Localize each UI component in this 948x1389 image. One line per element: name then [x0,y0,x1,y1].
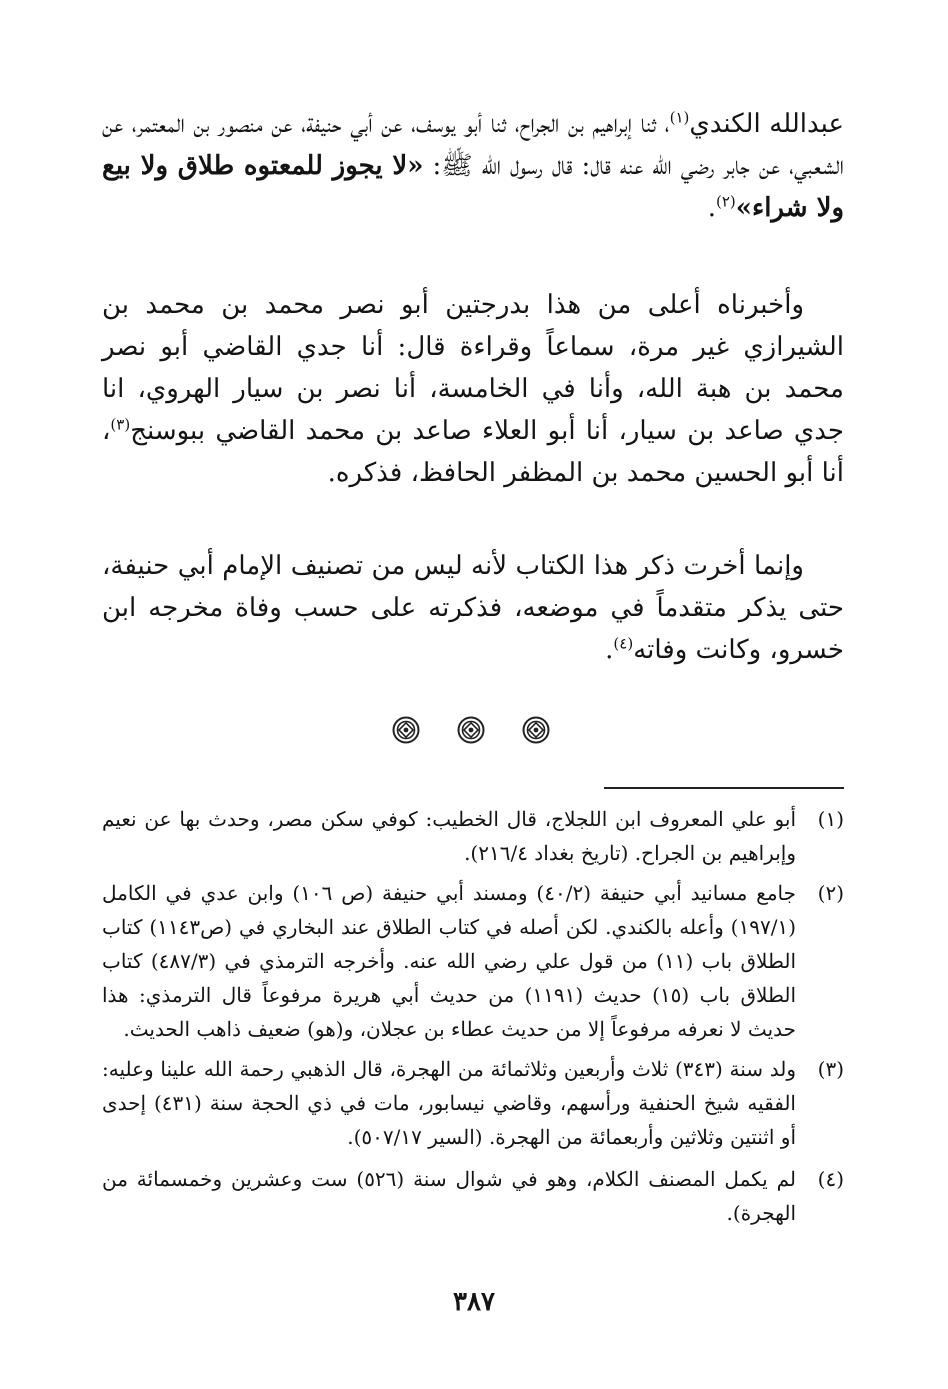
paragraph-1-text-end: . [707,193,716,223]
paragraph-2-text-end: ، أنا أبو الحسين محمد بن المظفر الحافظ، فذكره. [102,416,844,488]
footnote-divider [604,787,844,789]
footnote-number: (٢) [817,881,844,905]
section-ornaments [392,713,550,747]
footnote-number: (١) [817,807,844,831]
ornament-rosette-icon [457,716,485,744]
footnote-ref-3: (٣) [110,415,131,434]
paragraph-3 [102,545,844,671]
footnote-3 [102,1052,844,1154]
footnotes [102,802,844,1230]
paragraph-2 [102,284,844,494]
footnote-1 [102,802,844,870]
ornament-rosette-icon [392,716,420,744]
paragraph-3-text-end: . [605,635,614,665]
paragraph-1-text-start: عبدالله الكندي [689,109,844,139]
footnote-4 [102,1162,844,1230]
hadith-quote: «لا يجوز للمعتوه طلاق ولا بيع ولا شراء» [102,151,844,223]
footnote-number: (٣) [817,1057,844,1081]
paragraph-2-text-start: وأخبرناه أعلى من هذا بدرجتين أبو نصر محمد بن محمد بن الشيرازي غير مرة، سماعاً وقراءة قال: أنا جدي القاضي أبو نصر محمد بن هبة الله، وأنا في الخامسة، أنا نصر بن سيار الهروي، انا جدي صاعد بن سيار، أنا أبو العلاء صاعد بن محمد القاضي ببوسنج [102,290,844,446]
footnote-text: ولد سنة (٣٤٣) ثلاث وأربعين وثلاثمائة من الهجرة، قال الذهبي رحمة الله علينا وعليه: الفقيه شيخ الحنفية ورأسهم، وقاضي نيسابور، مات في ذي الحجة سنة (٤٣١) إحدى أو اثنتين وثلاثين وأربعمائة من الهجرة. (السير ٥٠٧/١٧). [102,1057,796,1149]
footnote-text: أبو علي المعروف ابن اللجلاج، قال الخطيب: كوفي سكن مصر، وحدث بها عن نعيم وإبراهيم بن الجراح. (تاريخ بغداد ٢١٦/٤). [102,807,796,865]
footnote-ref-1: (١) [669,108,690,127]
footnote-number: (٤) [817,1167,844,1191]
paragraph-3-text-start: وإنما أخرت ذكر هذا الكتاب لأنه ليس من تصنيف الإمام أبي حنيفة، حتى يذكر متقدماً في موضعه، فذكرته على حسب وفاة مخرجه ابن خسرو، وكانت وفاته [102,551,844,665]
footnote-text: لم يكمل المصنف الكلام، وهو في شوال سنة (٥٢٦) ست وعشرين وخمسمائة من الهجرة). [102,1167,796,1225]
paragraph-1-text-middle: ، ثنا إبراهيم بن الجراح، ثنا أبو يوسف، عن أبي حنيفة، عن منصور بن المعتمر، عن الشعبي، عن جابر رضي الله عنه قال: قال رسول الله ﷺ: [102,109,845,181]
footnote-text: جامع مسانيد أبي حنيفة (٤٠/٢) ومسند أبي حنيفة (ص ١٠٦) وابن عدي في الكامل (١٩٧/١) وأعله بالكندي. لكن أصله في كتاب الطلاق عند البخاري في (ص١١٤٣) كتاب الطلاق باب (١١) من قول علي رضي الله عنه. وأخرجه الترمذي في (٤٨٧/٣) كتاب الطلاق باب (١٥) حديث (١١٩١) من حديث أبي هريرة مرفوعاً قال الترمذي: هذا حديث لا نعرفه مرفوعاً إلا من حديث عطاء بن عجلان، و(هو) ضعيف ذاهب الحديث. [102,881,796,1041]
ornament-rosette-icon [522,716,550,744]
paragraph-1 [102,103,844,229]
footnote-ref-4: (٤) [613,634,634,653]
footnote-2 [102,876,844,1046]
page-number: ٣٨٧ [453,1287,495,1317]
footnote-ref-2: (٢) [715,192,736,211]
